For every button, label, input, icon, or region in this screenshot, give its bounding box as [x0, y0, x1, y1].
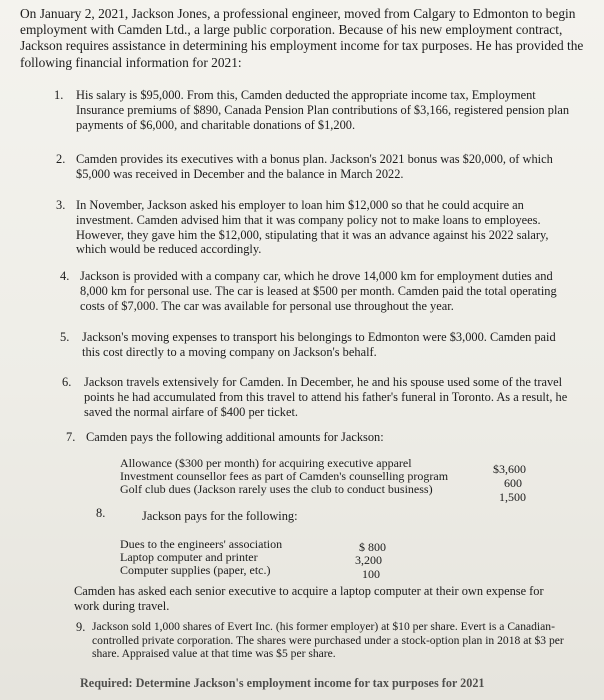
item-7-line-label: Golf club dues (Jackson rarely uses the club to conduct business)	[120, 482, 433, 496]
required-line: Required: Determine Jackson's employment income for tax purposes for 2021	[80, 676, 485, 690]
item-8-heading: Jackson pays for the following:	[142, 509, 298, 523]
item-2-text: Camden provides its executives with a bonus plan. Jackson's 2021 bonus was $20,000, of which $5,000 was received in December and the balance in March 2022.	[76, 152, 553, 181]
item-9-text: Jackson sold 1,000 shares of Evert Inc. (his former employer) at $10 per share. Evert is a Canadian-controlled private corporation. The shares were purchased under a stock-option plan in 2018 at $3 per share. Appraised value at that time was $5 per share.	[92, 620, 564, 661]
item-8-line-amount: 3,200	[355, 553, 382, 567]
item-8-line-amount: 100	[362, 567, 380, 581]
item-number: 6.	[62, 375, 72, 389]
item-7-line-label: Investment counsellor fees as part of Camden's counselling program	[120, 469, 449, 483]
item-3-text: In November, Jackson asked his employer to loan him $12,000 so that he could acquire an investment. Camden advised him that it was company policy not to make loans to employees. However, they gave him the $12,000, stipulating that it was an advance against his 2022 salary, which would be reduced accordingly.	[76, 198, 549, 257]
item-number: 8.	[96, 506, 106, 520]
item-7-line-amount: 600	[504, 476, 522, 490]
item-7-line-label: Allowance ($300 per month) for acquiring executive apparel	[120, 456, 412, 470]
item-8-line-label: Laptop computer and printer	[120, 550, 258, 564]
item-number: 9.	[76, 620, 86, 634]
item-5-text: Jackson's moving expenses to transport his belongings to Edmonton were $3,000. Camden paid this cost directly to a moving company on Jackson's behalf.	[82, 330, 556, 359]
item-8-line-amount: $ 800	[359, 540, 386, 554]
item-7-line-amount: 1,500	[499, 490, 526, 504]
item-8-line-label: Computer supplies (paper, etc.)	[120, 563, 271, 577]
item-number: 5.	[60, 330, 70, 344]
item-8-note: Camden has asked each senior executive to acquire a laptop computer at their own expense for work during travel.	[74, 584, 544, 613]
item-6-text: Jackson travels extensively for Camden. In December, he and his spouse used some of the travel points he had accumulated from this travel to attend his father's funeral in Toronto. As a result, he saved the normal airfare of $400 per ticket.	[84, 375, 568, 419]
item-number: 2.	[56, 152, 66, 166]
item-number: 4.	[60, 269, 70, 283]
item-7-line-amount: $3,600	[493, 462, 526, 476]
intro-paragraph: On January 2, 2021, Jackson Jones, a professional engineer, moved from Calgary to Edmonton to begin employment with Camden Ltd., a large public corporation. Because of his new employment contract, Jackson requires assistance in determining his employment income for tax purposes. He has provided the following financial information for 2021:	[20, 6, 584, 70]
item-number: 7.	[66, 430, 76, 444]
item-7-text: Camden pays the following additional amounts for Jackson:	[86, 430, 384, 444]
item-number: 1.	[54, 88, 64, 102]
item-8-line-label: Dues to the engineers' association	[120, 537, 283, 551]
item-1-text: His salary is $95,000. From this, Camden deducted the appropriate income tax, Employment Insurance premiums of $890, Canada Pension Plan contributions of $3,166, registered pension plan payments of $6,000, and charitable donations of $1,200.	[76, 88, 570, 132]
item-number: 3.	[56, 198, 66, 212]
item-4-text: Jackson is provided with a company car, which he drove 14,000 km for employment duties and 8,000 km for personal use. The car is leased at $500 per month. Camden paid the total operating costs of $7,000. The car was available for personal use throughout the year.	[80, 269, 557, 313]
